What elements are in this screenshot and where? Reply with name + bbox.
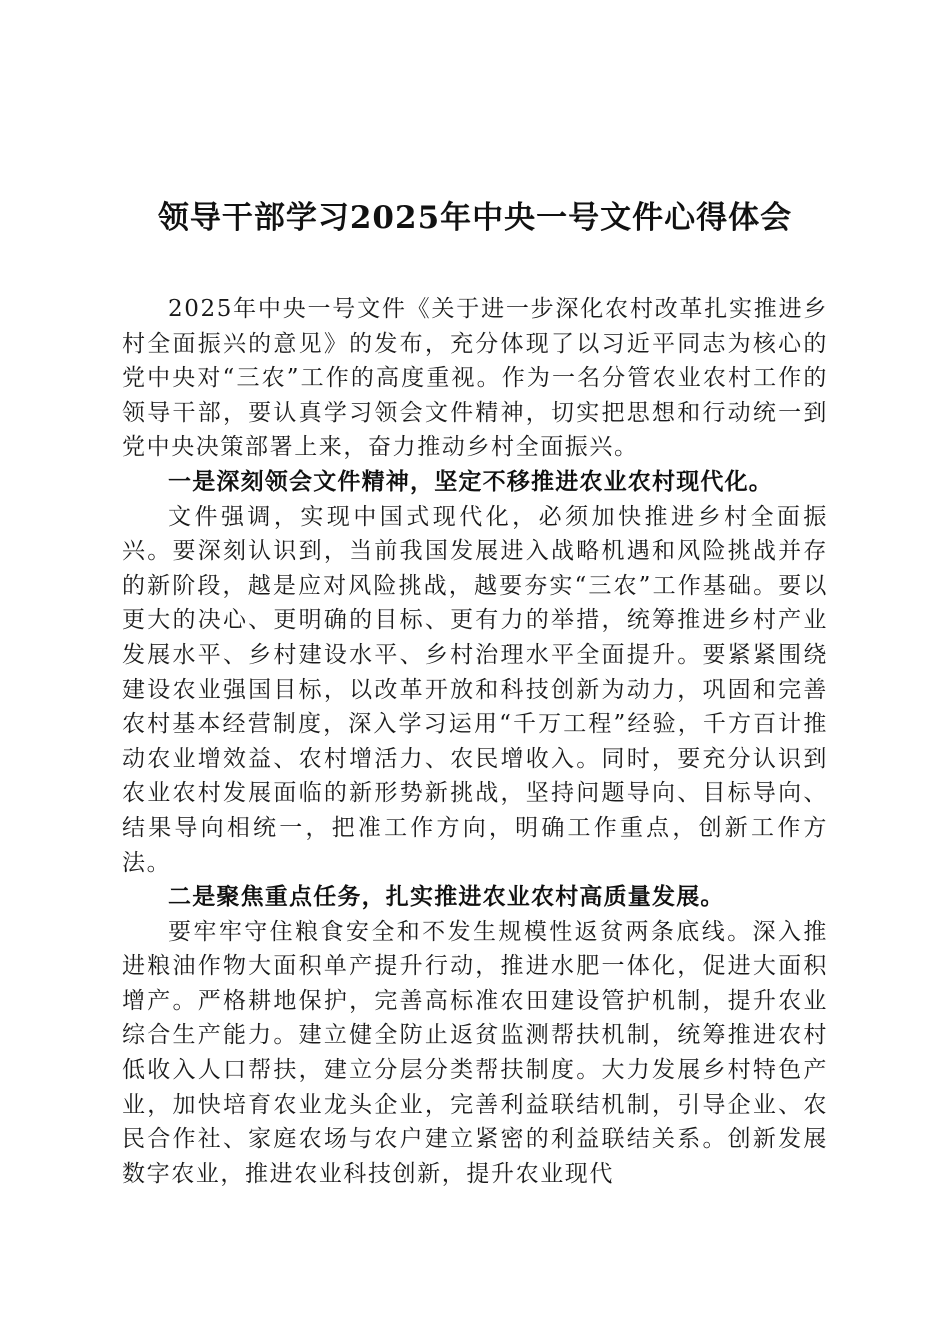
document-title: 领导干部学习2025年中央一号文件心得体会 [157,200,793,236]
intro-paragraph: 2025年中央一号文件《关于进一步深化农村改革扎实推进乡村全面振兴的意见》的发布，充分体现了以习近平同志为核心的党中央对“三农”工作的高度重视。作为一名分管农业农村工作的领导干部，要认真学习领会文件精神，切实把思想和行动统一到党中央决策部署上来，奋力推动乡村全面振兴。 [122,296,828,461]
document-body [122,292,828,1191]
section-heading-1: 一是深刻领会文件精神，坚定不移推进农业农村现代化。 [168,467,773,495]
section-2-paragraph: 要牢牢守住粮食安全和不发生规模性返贫两条底线。深入推进粮油作物大面积单产提升行动，推进水肥一体化，促进大面积增产。严格耕地保护，完善高标准农田建设管护机制，提升农业综合生产能力。建立健全防止返贫监测帮扶机制，统筹推进农村低收入人口帮扶，建立分层分类帮扶制度。大力发展乡村特色产业，加快培育农业龙头企业，完善利益联结机制，引导企业、农民合作社、家庭农场与农户建立紧密的利益联结关系。创新发展数字农业，推进农业科技创新，提升农业现代 [122,918,828,1187]
section-1-paragraph: 文件强调，实现中国式现代化，必须加快推进乡村全面振兴。要深刻认识到，当前我国发展进入战略机遇和风险挑战并存的新阶段，越是应对风险挑战，越要夯实“三农”工作基础。要以更大的决心、更明确的目标、更有力的举措，统筹推进乡村产业发展水平、乡村建设水平、乡村治理水平全面提升。要紧紧围绕建设农业强国目标，以改革开放和科技创新为动力，巩固和完善农村基本经营制度，深入学习运用“千万工程”经验，千方百计推动农业增效益、农村增活力、农民增收入。同时，要充分认识到农业农村发展面临的新形势新挑战，坚持问题导向、目标导向、结果导向相统一，把准工作方向，明确工作重点，创新工作方法。 [122,503,828,876]
section-heading-2: 二是聚焦重点任务，扎实推进农业农村高质量发展。 [168,883,725,911]
